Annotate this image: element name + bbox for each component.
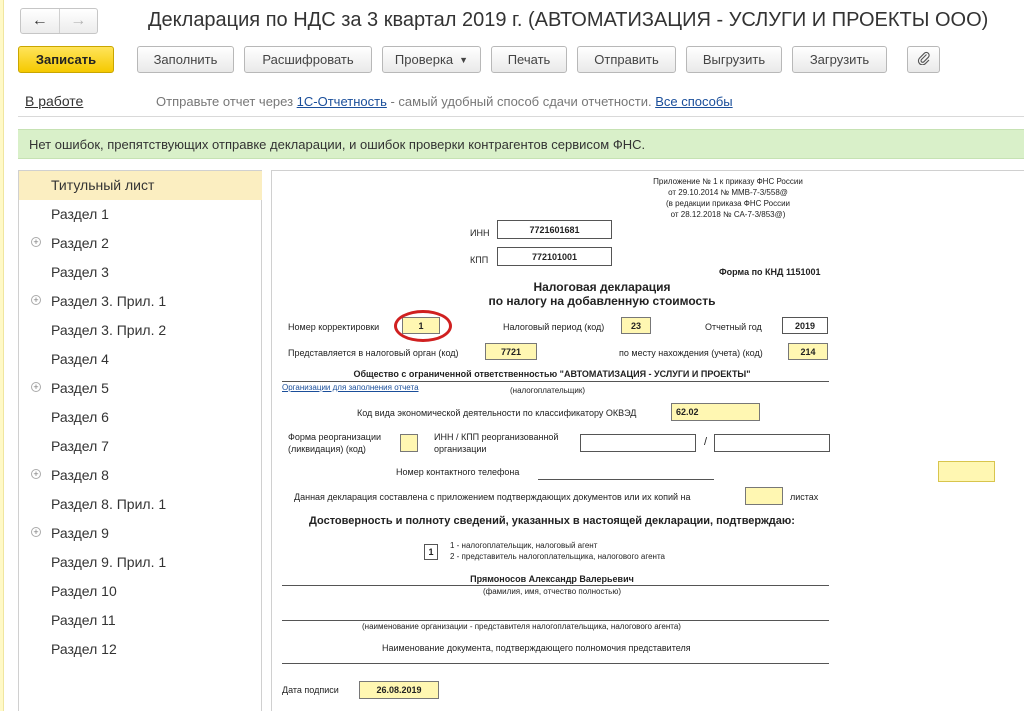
- phone-label: Номер контактного телефона: [396, 467, 520, 477]
- signer-caption: (фамилия, имя, отчество полностью): [482, 587, 621, 596]
- decode-button[interactable]: Расшифровать: [244, 46, 372, 73]
- attach-button[interactable]: [907, 46, 940, 73]
- declaration-form-viewer: [271, 170, 1024, 711]
- sidebar-item-section-1[interactable]: [19, 200, 262, 229]
- sidebar-item-label: Раздел 9. Прил. 1: [51, 554, 167, 570]
- sidebar-item-label: Раздел 8. Прил. 1: [51, 496, 167, 512]
- sidebar-item-section-5[interactable]: [19, 374, 262, 403]
- expand-icon[interactable]: +: [31, 295, 41, 305]
- reorg-kpp-field[interactable]: [714, 434, 830, 452]
- info-text-after: - самый удобный способ сдачи отчетности.: [386, 94, 656, 109]
- signer-type-field[interactable]: 1: [424, 544, 438, 560]
- 1c-reporting-link[interactable]: 1С-Отчетность: [296, 94, 387, 109]
- tax-authority-label: Представляется в налоговый орган (код): [288, 348, 459, 358]
- save-button[interactable]: Записать: [18, 46, 114, 73]
- location-code-field[interactable]: 214: [788, 343, 828, 360]
- import-button[interactable]: Загрузить: [792, 46, 887, 73]
- yellow-field-highlight: [938, 461, 995, 482]
- signer-name-underline: [282, 585, 829, 586]
- inn-field[interactable]: 7721601681: [497, 220, 612, 239]
- sidebar-item-section-7[interactable]: [19, 432, 262, 461]
- sidebar-item-section-3[interactable]: [19, 258, 262, 287]
- sidebar-item-section-3-app-2[interactable]: [19, 316, 262, 345]
- sidebar-item-label: Раздел 5: [51, 380, 109, 396]
- sidebar-item-section-4[interactable]: [19, 345, 262, 374]
- appendix-line-1: Приложение № 1 к приказу ФНС России: [653, 177, 803, 186]
- location-label: по месту нахождения (учета) (код): [619, 348, 763, 358]
- sidebar-item-label: Раздел 6: [51, 409, 109, 425]
- sidebar-item-section-10[interactable]: [19, 577, 262, 606]
- sidebar-item-section-8-app-1[interactable]: [19, 490, 262, 519]
- signature-date-field[interactable]: 26.08.2019: [359, 681, 439, 699]
- form-code: Форма по КНД 1151001: [719, 267, 821, 277]
- divider: [18, 116, 1024, 117]
- correction-number-field[interactable]: 1: [402, 317, 440, 334]
- tax-period-field[interactable]: 23: [621, 317, 651, 334]
- check-result-banner: Нет ошибок, препятствующих отправке декларации, и ошибок проверки контрагентов сервисом ФНС.: [18, 129, 1024, 159]
- window-title: Декларация по НДС за 3 квартал 2019 г. (АВТОМАТИЗАЦИЯ - УСЛУГИ И ПРОЕКТЫ ООО): [148, 9, 989, 31]
- reorg-inn-field[interactable]: [580, 434, 696, 452]
- sidebar-item-label: Раздел 12: [51, 641, 117, 657]
- inn-kpp-separator: /: [704, 436, 708, 448]
- sidebar-item-label: Раздел 3. Прил. 2: [51, 322, 167, 338]
- appendix-line-4: от 28.12.2018 № СА-7-3/853@): [670, 210, 786, 219]
- sidebar-item-label: Раздел 9: [51, 525, 109, 541]
- reorg-inn-label-1: ИНН / КПП реорганизованной: [434, 432, 559, 442]
- reorg-form-label-1: Форма реорганизации: [288, 432, 381, 442]
- kpp-label: КПП: [470, 255, 489, 265]
- print-button[interactable]: Печать: [491, 46, 567, 73]
- info-text-before: Отправьте отчет через: [156, 94, 297, 109]
- sidebar-item-section-6[interactable]: [19, 403, 262, 432]
- rep-org-underline: [282, 620, 829, 621]
- okved-field[interactable]: 62.02: [671, 403, 760, 421]
- sidebar-item-section-9[interactable]: [19, 519, 262, 548]
- status-link-in-progress[interactable]: В работе: [25, 93, 84, 109]
- sidebar-item-label: Раздел 11: [51, 612, 116, 628]
- org-name-underline: [282, 381, 829, 382]
- declaration-subtitle: по налогу на добавленную стоимость: [488, 294, 716, 308]
- sidebar-item-label: Раздел 3. Прил. 1: [51, 293, 167, 309]
- signature-date-label: Дата подписи: [282, 685, 339, 695]
- sidebar-item-section-2[interactable]: [19, 229, 262, 258]
- sidebar-item-section-11[interactable]: [19, 606, 262, 635]
- sidebar-item-section-3-app-1[interactable]: [19, 287, 262, 316]
- sidebar-item-label: Раздел 2: [51, 235, 109, 251]
- export-button[interactable]: Выгрузить: [686, 46, 782, 73]
- pages-count-field[interactable]: [745, 487, 783, 505]
- signer-option-1: 1 - налогоплательщик, налоговый агент: [450, 541, 598, 550]
- fill-button[interactable]: Заполнить: [137, 46, 234, 73]
- expand-icon[interactable]: +: [31, 469, 41, 479]
- expand-icon[interactable]: +: [31, 527, 41, 537]
- left-edge-stripe: [0, 0, 4, 711]
- signer-option-2: 2 - представитель налогоплательщика, налогового агента: [450, 552, 665, 561]
- tax-authority-field[interactable]: 7721: [485, 343, 537, 360]
- navigation-buttons: [20, 8, 98, 34]
- reorg-inn-label-2: организации: [434, 444, 487, 454]
- sidebar-item-label: Раздел 1: [51, 206, 109, 222]
- chevron-down-icon: ▼: [459, 54, 469, 65]
- paperclip-icon: [917, 51, 931, 68]
- okved-label: Код вида экономической деятельности по классификатору ОКВЭД: [357, 408, 637, 418]
- report-year-label: Отчетный год: [705, 322, 762, 332]
- authority-document-label: Наименование документа, подтверждающего полномочия представителя: [382, 643, 691, 653]
- expand-icon[interactable]: +: [31, 382, 41, 392]
- sidebar-item-label: Титульный лист: [51, 177, 155, 193]
- forward-arrow-icon[interactable]: →: [59, 9, 98, 33]
- title-page-form: [272, 171, 1024, 711]
- inn-label: ИНН: [470, 228, 490, 238]
- correction-label: Номер корректировки: [288, 322, 380, 332]
- pages-unit: листах: [790, 492, 819, 502]
- section-list: [18, 170, 262, 711]
- sidebar-item-label: Раздел 10: [51, 583, 117, 599]
- sidebar-item-label: Раздел 7: [51, 438, 109, 454]
- sidebar-item-section-9-app-1[interactable]: [19, 548, 262, 577]
- check-button-label: Проверка: [394, 52, 454, 67]
- appendix-line-3: (в редакции приказа ФНС России: [665, 199, 791, 208]
- reorg-form-field[interactable]: [400, 434, 418, 452]
- sidebar-item-label: Раздел 8: [51, 467, 109, 483]
- sidebar-item-label: Раздел 3: [51, 264, 109, 280]
- fill-organizations-link[interactable]: Организации для заполнения отчета: [282, 383, 419, 392]
- highlight-circle: [394, 310, 452, 342]
- sidebar-item-title-page[interactable]: [19, 171, 262, 200]
- kpp-field[interactable]: 772101001: [497, 247, 612, 266]
- check-dropdown-button[interactable]: [382, 46, 481, 73]
- rep-org-caption: (наименование организации - представителя налогоплательщика, налогового агента): [362, 622, 681, 631]
- tax-period-label: Налоговый период (код): [503, 322, 605, 332]
- reporting-info-line: [156, 94, 733, 109]
- taxpayer-caption: (налогоплательщик): [510, 386, 586, 395]
- appendix-line-2: от 29.10.2014 № ММВ-7-3/558@: [668, 188, 788, 197]
- report-year-field[interactable]: 2019: [782, 317, 828, 334]
- sidebar-item-label: Раздел 4: [51, 351, 109, 367]
- confirmation-title: Достоверность и полноту сведений, указанных в настоящей декларации, подтверждаю:: [309, 515, 795, 527]
- sidebar-item-section-8[interactable]: [19, 461, 262, 490]
- signer-name: Прямоносов Александр Валерьевич: [470, 574, 634, 584]
- phone-field-underline[interactable]: [538, 479, 714, 480]
- expand-icon[interactable]: +: [31, 237, 41, 247]
- reorg-form-label-2: (ликвидация) (код): [288, 444, 366, 454]
- pages-label: Данная декларация составлена с приложением подтверждающих документов или их копий на: [294, 492, 691, 502]
- back-arrow-icon[interactable]: ←: [31, 12, 48, 29]
- all-ways-link[interactable]: Все способы: [655, 94, 733, 109]
- organization-name: Общество с ограниченной ответственностью "АВТОМАТИЗАЦИЯ - УСЛУГИ И ПРОЕКТЫ": [353, 369, 751, 379]
- send-button[interactable]: Отправить: [577, 46, 676, 73]
- authority-document-underline: [282, 663, 829, 664]
- declaration-title: Налоговая декларация: [533, 280, 671, 294]
- sidebar-item-section-12[interactable]: [19, 635, 262, 664]
